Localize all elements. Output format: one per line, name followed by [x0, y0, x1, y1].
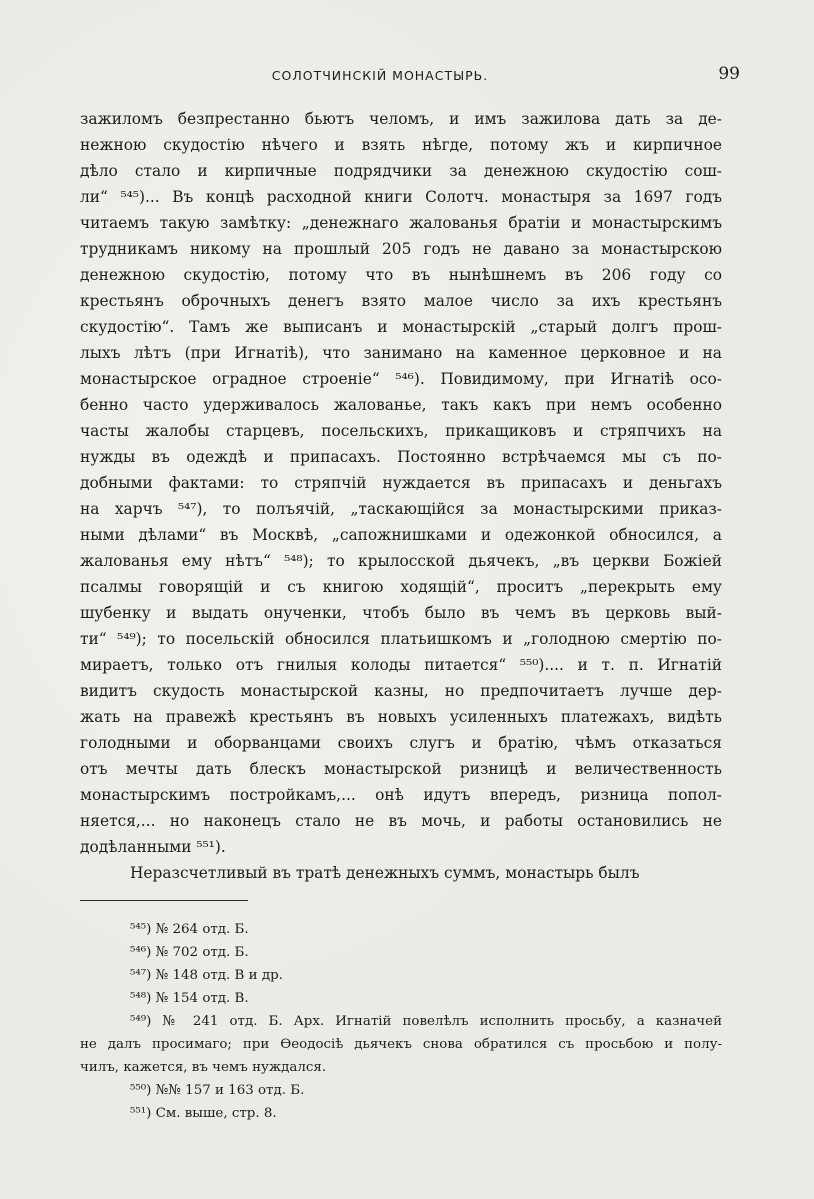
text-line: жать на правежѣ крестьянъ въ новыхъ усиленныхъ платежахъ, видѣть: [80, 708, 722, 726]
text-line: лыхъ лѣтъ (при Игнатіѣ), что занимано на каменное церковное и на: [80, 344, 722, 362]
footnote-550: ⁵⁵⁰) №№ 157 и 163 отд. Б.: [130, 1083, 305, 1098]
footnote-548: ⁵⁴⁸) № 154 отд. В.: [130, 991, 249, 1006]
text-line: шубенку и выдать онученки, чтобъ было въ чемъ въ церковь вый-: [80, 604, 722, 622]
running-head: [80, 64, 740, 88]
text-line: нежною скудостію нѣчего и взять нѣгде, потому жъ и кирпичное: [80, 136, 722, 154]
footnote-549-continued: не далъ просимаго; при Ѳеодосіѣ дьячекъ снова обратился съ просьбою и полу-: [80, 1037, 722, 1052]
page-number: 99: [718, 64, 740, 84]
running-title: СОЛОТЧИНСКІЙ МОНАСТЫРЬ.: [271, 68, 489, 83]
text-line: на харчъ ⁵⁴⁷), то полъячій, „таскающійся за монастырскими приказ-: [80, 500, 722, 518]
footnote-546: ⁵⁴⁶) № 702 отд. Б.: [130, 945, 249, 960]
text-line: зажиломъ безпрестанно бьютъ челомъ, и имъ зажилова дать за де-: [80, 110, 722, 128]
text-line: добными фактами: то стряпчій нуждается въ припасахъ и деньгахъ: [80, 474, 722, 492]
footnote-549: ⁵⁴⁹) № 241 отд. Б. Арх. Игнатій повелѣлъ исполнить просьбу, а казначей: [130, 1014, 722, 1029]
footnote-547: ⁵⁴⁷) № 148 отд. В и др.: [130, 968, 283, 983]
text-line: монастырскимъ постройкамъ,... онѣ идутъ впередъ, ризница попол-: [80, 786, 722, 804]
text-line: няется,... но наконецъ стало не въ мочь, и работы остановились не: [80, 812, 722, 830]
text-line: ли“ ⁵⁴⁵)... Въ концѣ расходной книги Солотч. монастыря за 1697 годъ: [80, 188, 722, 206]
footnote-551: ⁵⁵¹) См. выше, стр. 8.: [130, 1106, 277, 1121]
paragraph-start-line: Неразсчетливый въ тратѣ денежныхъ суммъ, монастырь былъ: [130, 864, 640, 882]
text-line: голодными и оборванцами своихъ слугъ и братію, чѣмъ отказаться: [80, 734, 722, 752]
text-line: бенно часто удерживалось жалованье, такъ какъ при немъ особенно: [80, 396, 722, 414]
text-line: денежною скудостію, потому что въ нынѣшнемъ въ 206 году со: [80, 266, 722, 284]
text-line: додѣланными ⁵⁵¹).: [80, 838, 226, 856]
text-line: трудникамъ никому на прошлый 205 годъ не давано за монастырскою: [80, 240, 722, 258]
text-line: отъ мечты дать блескъ монастырской ризницѣ и величественность: [80, 760, 722, 778]
text-line: часты жалобы старцевъ, посельскихъ, прикащиковъ и стряпчихъ на: [80, 422, 722, 440]
text-line: дѣло стало и кирпичные подрядчики за денежною скудостію сош-: [80, 162, 722, 180]
text-line: мираетъ, только отъ гнилыя колоды питается“ ⁵⁵⁰).... и т. п. Игнатій: [80, 656, 722, 674]
text-line: монастырское оградное строеніе“ ⁵⁴⁶). Повидимому, при Игнатіѣ осо-: [80, 370, 722, 388]
text-line: скудостію“. Тамъ же выписанъ и монастырскій „старый долгъ прош-: [80, 318, 722, 336]
text-line: ными дѣлами“ въ Москвѣ, „сапожнишками и одежонкой обносился, а: [80, 526, 722, 544]
footnote-545: ⁵⁴⁵) № 264 отд. Б.: [130, 922, 249, 937]
text-line: нужды въ одеждѣ и припасахъ. Постоянно встрѣчаемся мы съ по-: [80, 448, 722, 466]
footnotes: [80, 918, 722, 1125]
text-line: псалмы говорящій и съ книгою ходящій“, проситъ „перекрыть ему: [80, 578, 722, 596]
text-line: крестьянъ оброчныхъ денегъ взято малое число за ихъ крестьянъ: [80, 292, 722, 310]
footnote-divider: [80, 900, 248, 901]
text-line: видитъ скудость монастырской казны, но предпочитаетъ лучше дер-: [80, 682, 722, 700]
text-line: ти“ ⁵⁴⁹); то посельскій обносился платьишкомъ и „голодною смертію по-: [80, 630, 722, 648]
text-line: читаемъ такую замѣтку: „денежнаго жалованья братіи и монастырскимъ: [80, 214, 722, 232]
text-line: жалованья ему нѣтъ“ ⁵⁴⁸); то крылосской дьячекъ, „въ церкви Божіей: [80, 552, 722, 570]
body-text: [80, 106, 722, 886]
footnote-549-end: чилъ, кажется, въ чемъ нуждался.: [80, 1060, 327, 1075]
